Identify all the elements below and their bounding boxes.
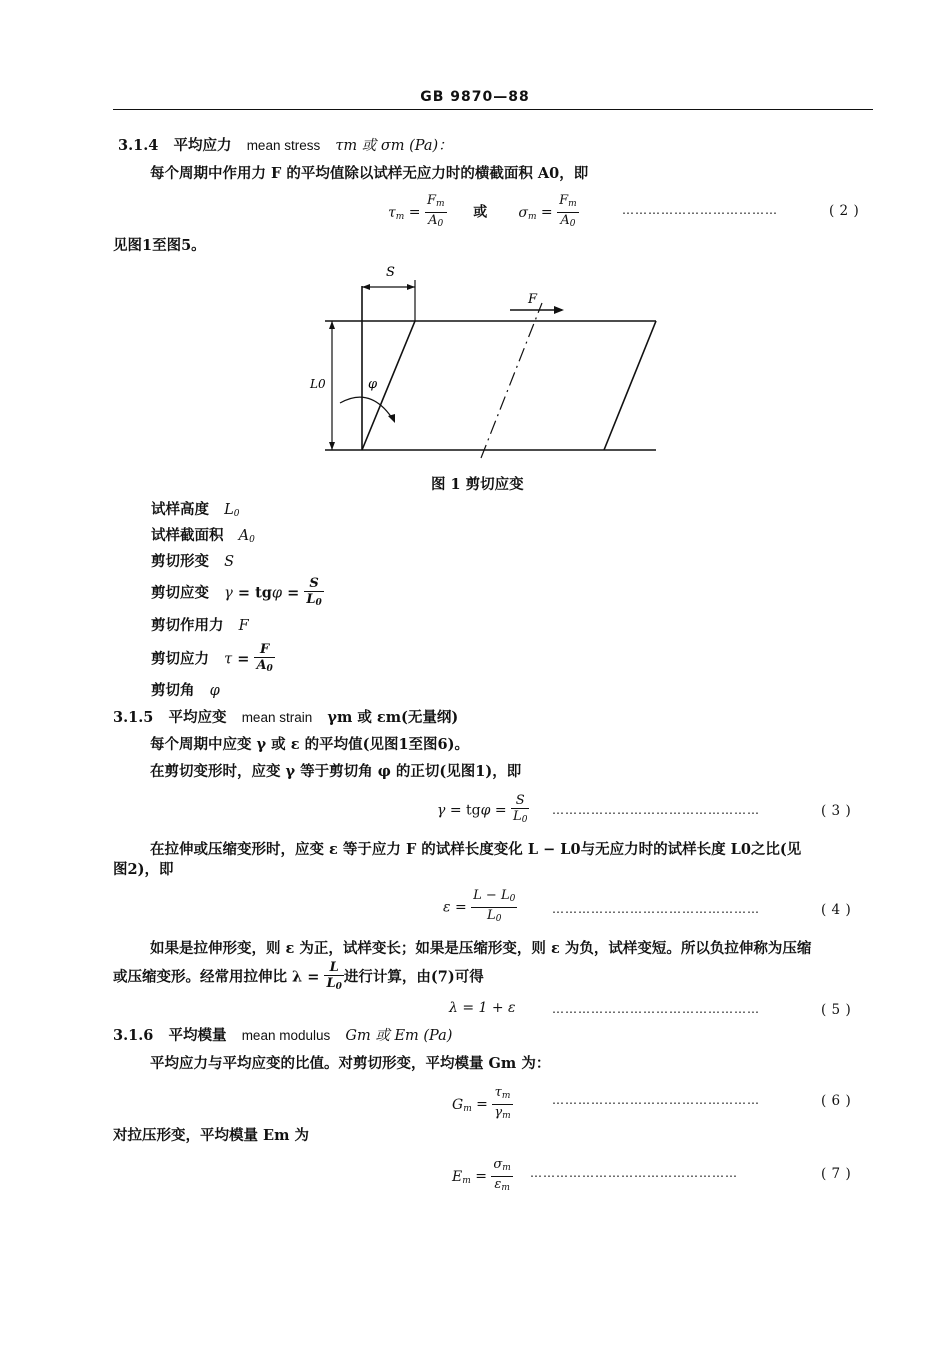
legend-shear-force: 剪切作用力 F — [151, 617, 249, 634]
legend-label: 剪切应变 — [151, 584, 209, 602]
equation-number-5: ( 5 ) — [821, 1002, 852, 1018]
text-segment: 或压缩变形。经常用拉伸比 λ = — [113, 968, 320, 986]
section-symbol: τm 或 σm (Pa)： — [335, 138, 453, 154]
section-number: 3.1.4 — [118, 137, 159, 154]
section-3-1-4-description: 每个周期中作用力 F 的平均值除以试样无应力时的横截面积 A0，即 — [150, 165, 589, 182]
equation-6: $G_m$ = $\frac{\tau_m}{\gamma_m}$ — [452, 1085, 511, 1121]
label-s: S — [386, 265, 395, 280]
center-line — [481, 303, 542, 458]
section-title-en: mean stress — [246, 138, 321, 153]
label-f: F — [528, 292, 538, 307]
leader-dots: ………………………………………… — [552, 902, 760, 916]
legend-label: 剪切形变 — [151, 553, 209, 570]
equation-number-2: ( 2 ) — [829, 203, 860, 219]
legend-shear-strain: 剪切应变 γ = tgφ = $\frac{S}{L_0}$ — [151, 576, 322, 608]
section-3-1-5-p4a: 如果是拉伸形变，则 ε 为正，试样变长；如果是压缩形变，则 ε 为负，试样变短。所以负拉伸称为压缩 — [150, 940, 812, 957]
equation-7: $E_m$ = $\frac{\sigma_m}{\varepsilon_m}$ — [452, 1157, 511, 1193]
legend-label: 试样截面积 — [151, 527, 224, 544]
label-phi: φ — [368, 377, 378, 392]
equation-2: $\tau_m$ = $\frac{F_m}{A_0}$ 或 $\sigma_m$ = $\frac{F_m}{A_0}$ — [388, 193, 577, 229]
section-number: 3.1.6 — [113, 1027, 154, 1044]
legend-shear-angle: 剪切角 φ — [151, 682, 220, 699]
section-3-1-6-heading — [113, 1024, 452, 1045]
section-title-en: mean modulus — [241, 1028, 331, 1043]
label-l0: L0 — [310, 377, 326, 391]
section-3-1-4-heading — [118, 134, 453, 155]
document-code: GB 9870—88 — [420, 89, 530, 105]
section-title: 平均应力 — [173, 137, 232, 154]
legend-area: 试样截面积 $A_0$ — [151, 527, 255, 545]
section-title: 平均模量 — [168, 1027, 227, 1044]
equation-number-4: ( 4 ) — [821, 902, 852, 918]
legend-label: 剪切角 — [151, 682, 195, 699]
leader-dots: ………………………………………… — [552, 1093, 760, 1107]
section-3-1-5-p1: 每个周期中应变 γ 或 ε 的平均值(见图1至图6)。 — [150, 736, 469, 753]
section-3-1-6-p1: 平均应力与平均应变的比值。对剪切形变，平均模量 Gm 为： — [150, 1055, 551, 1072]
legend-shear-deformation: 剪切形变 S — [151, 553, 235, 570]
section-3-1-5-p2: 在剪切变形时，应变 γ 等于剪切角 φ 的正切(见图1)，即 — [150, 763, 522, 780]
legend-shear-stress: 剪切应力 τ = $\frac{F}{A_0}$ — [151, 642, 273, 674]
section-3-1-5-p4b: 或压缩变形。经常用拉伸比 λ = $\frac{L}{L_0}$ 进行计算，由(7)可得 — [113, 960, 484, 992]
legend-label: 剪切应力 — [151, 650, 209, 668]
section-3-1-5-p3a: 在拉伸或压缩变形时，应变 ε 等于应力 F 的试样长度变化 L − L0与无应力时的试样长度 L0之比(见 — [150, 841, 802, 858]
equation-or: 或 — [473, 204, 488, 221]
equation-3: γ = tgφ = $\frac{S}{L_0}$ — [437, 793, 528, 825]
legend-label: 试样高度 — [151, 501, 209, 518]
section-symbol: Gm 或 Em (Pa) — [345, 1028, 453, 1044]
phi-arc — [340, 397, 392, 418]
leader-dots: ………………………………………… — [552, 803, 760, 817]
figure-1-shear-strain-diagram — [300, 258, 670, 470]
section-3-1-5-heading — [113, 706, 458, 727]
leader-dots: ……………………………… — [622, 203, 778, 217]
section-title-en: mean strain — [241, 710, 313, 725]
equation-number-7: ( 7 ) — [821, 1166, 852, 1182]
legend-label: 剪切作用力 — [151, 617, 224, 634]
section-symbol: γm 或 εm(无量纲) — [327, 709, 459, 726]
header-rule — [113, 109, 873, 110]
right-sheared-edge — [604, 321, 656, 450]
section-title: 平均应变 — [168, 709, 227, 726]
figure-1-caption: 图 1 剪切应变 — [431, 476, 524, 493]
leader-dots: ………………………………………… — [552, 1002, 760, 1016]
section-3-1-5-p3b: 图2)，即 — [113, 861, 174, 878]
figure-reference: 见图1至图5。 — [113, 237, 206, 254]
leader-dots: ………………………………………… — [530, 1166, 738, 1180]
legend-height: 试样高度 $L_0$ — [151, 501, 240, 519]
section-number: 3.1.5 — [113, 709, 154, 726]
equation-number-6: ( 6 ) — [821, 1093, 852, 1109]
section-3-1-6-p2: 对拉压形变，平均模量 Em 为 — [113, 1127, 309, 1144]
text-segment: 进行计算，由(7)可得 — [343, 968, 484, 986]
equation-4: ε = $\frac{L - L_0}{L_0}$ — [443, 888, 516, 924]
equation-number-3: ( 3 ) — [821, 803, 852, 819]
equation-5: λ = 1 + ε — [449, 1000, 516, 1016]
